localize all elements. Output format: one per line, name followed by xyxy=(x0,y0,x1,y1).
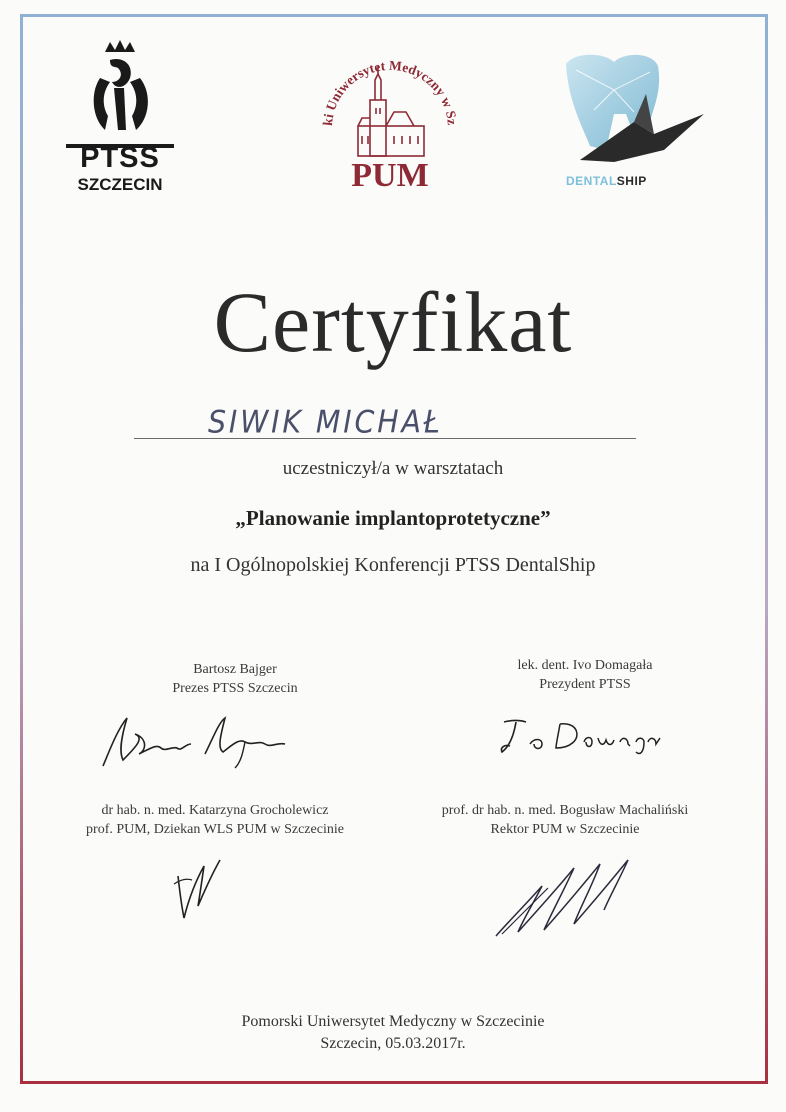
signatory-4 xyxy=(400,801,730,839)
signature-2 xyxy=(490,712,670,762)
certificate-title: Certyfikat xyxy=(213,274,573,370)
pum-logo xyxy=(310,40,470,200)
ptss-logo-text: PTSS xyxy=(80,142,160,174)
signatory-2 xyxy=(450,656,720,694)
tooth-ship-icon xyxy=(554,50,714,180)
name-underline xyxy=(134,438,636,439)
footer-institution: Pomorski Uniwersytet Medyczny w Szczecinie xyxy=(241,1013,545,1030)
signatory-3 xyxy=(30,801,400,839)
signatory-4-role: Rektor PUM w Szczecinie xyxy=(490,822,640,837)
dentalship-wordmark-part1: DENTAL xyxy=(566,174,617,188)
participant-name-text: SIWIK MICHAŁ xyxy=(208,404,443,438)
conference-text: na I Ogólnopolskiej Konferencji PTSS DentalShip xyxy=(190,554,596,576)
signatory-2-name: lek. dent. Ivo Domagała xyxy=(517,658,653,673)
signatory-3-role: prof. PUM, Dziekan WLS PUM w Szczecinie xyxy=(86,822,344,837)
footer-date: Szczecin, 05.03.2017r. xyxy=(320,1035,466,1052)
signature-4 xyxy=(488,852,648,944)
signature-3 xyxy=(168,854,228,924)
ptss-logo xyxy=(60,38,180,198)
signatory-1-name: Bartosz Bajger xyxy=(193,662,277,677)
participant-name xyxy=(170,398,630,438)
signatory-4-name: prof. dr hab. n. med. Bogusław Machaliński xyxy=(441,803,689,818)
pum-seal-arc-text: ki Uniwersytet Medyczny w Sz xyxy=(319,57,460,127)
signatory-1 xyxy=(100,660,370,698)
ptss-city-text: SZCZECIN xyxy=(77,175,163,194)
dentalship-wordmark-part2: SHIP xyxy=(616,174,647,188)
dentalship-wordmark xyxy=(566,174,686,188)
signatory-3-name: dr hab. n. med. Katarzyna Grocholewicz xyxy=(101,803,329,818)
participation-text: uczestniczył/a w warsztatach xyxy=(282,458,504,479)
workshop-title: „Planowanie implantoprotetyczne” xyxy=(235,506,551,530)
pum-short-text: PUM xyxy=(351,157,429,194)
certificate-footer xyxy=(0,1011,786,1055)
signatory-2-role: Prezydent PTSS xyxy=(539,677,631,692)
signature-1 xyxy=(95,708,295,772)
dentalship-logo xyxy=(554,50,714,200)
signatory-1-role: Prezes PTSS Szczecin xyxy=(172,681,298,696)
castle-icon xyxy=(358,66,424,156)
